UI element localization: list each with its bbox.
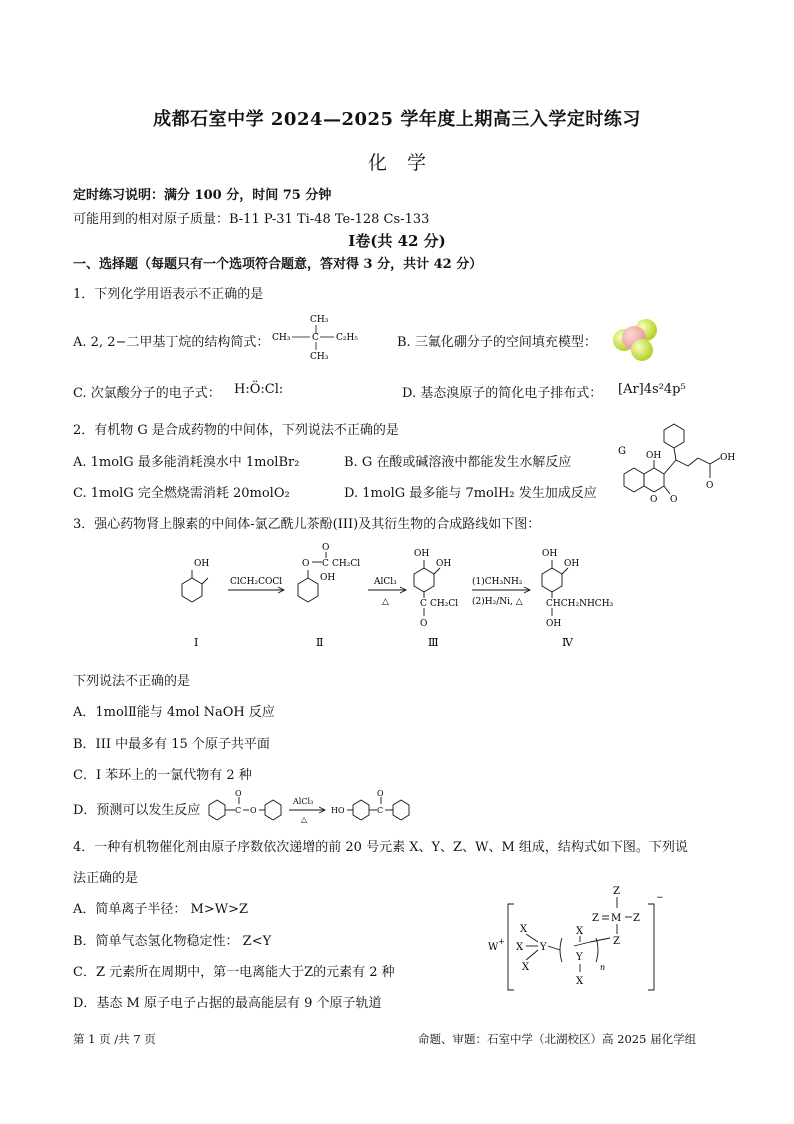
label-y2: Y bbox=[576, 952, 583, 963]
q1-option-b: B. 三氟化硼分子的空间填充模型： bbox=[397, 335, 597, 350]
q3-option-b: B．III 中最多有 15 个原子共平面 bbox=[73, 737, 270, 752]
label-d-ho: HO bbox=[331, 806, 345, 815]
q1-option-c: C. 次氯酸分子的电子式： bbox=[73, 386, 221, 401]
label-d-alcl3: AlCl₃ bbox=[293, 797, 314, 806]
label-w-charge: + bbox=[498, 937, 505, 946]
q2-option-d: D. 1molG 最多能与 7molH₂ 发生加成反应 bbox=[344, 486, 597, 501]
label-ii-carbonyl-o: O bbox=[322, 543, 330, 553]
q3-prompt: 下列说法不正确的是 bbox=[73, 674, 191, 689]
label-iv-oh-2: OH bbox=[564, 559, 580, 569]
label-i-oh: OH bbox=[194, 559, 210, 569]
q1-option-d: D. 基态溴原子的简化电子排布式： bbox=[402, 386, 603, 401]
label-g: G bbox=[618, 446, 626, 457]
label-ii-ester-o: O bbox=[302, 559, 310, 569]
q4-option-d: D．基态 M 原子电子占据的最高能层有 9 个原子轨道 bbox=[73, 996, 382, 1011]
q3-option-d-reaction bbox=[205, 786, 465, 826]
q4-stem-line-2: 法正确的是 bbox=[73, 871, 139, 886]
label-ch3-left: CH₃ bbox=[272, 333, 291, 343]
compound-label-iii: Ⅲ bbox=[428, 636, 439, 649]
q4-option-b: B．简单气态氢化物稳定性： Z<Y bbox=[73, 934, 272, 949]
label-m: M bbox=[611, 913, 622, 924]
section-heading: Ⅰ卷(共 42 分) bbox=[348, 232, 446, 250]
q2-stem: 2．有机物 G 是合成药物的中间体，下列说法不正确的是 bbox=[73, 423, 399, 438]
q1-structure-2-2-dimethylbutane bbox=[270, 310, 380, 362]
bf3-space-filling-model bbox=[608, 316, 662, 362]
label-ii-oh: OH bbox=[320, 573, 336, 583]
reagent-step-3-top: (1)CH₃NH₂ bbox=[472, 577, 523, 587]
label-d-o-top-2: O bbox=[377, 789, 384, 798]
label-c-center: C bbox=[312, 333, 319, 343]
q2-option-c: C. 1molG 完全燃烧需消耗 20molO₂ bbox=[73, 486, 290, 501]
reagent-step-2-top: AlCl₃ bbox=[374, 577, 397, 587]
q3-option-a: A．1molⅡ能与 4mol NaOH 反应 bbox=[73, 705, 275, 720]
footer-page-number: 第 1 页 /共 7 页 bbox=[73, 1032, 156, 1046]
label-anion-charge: − bbox=[656, 893, 664, 903]
label-iv-oh-3: OH bbox=[546, 619, 562, 629]
label-x-left: X bbox=[516, 942, 524, 953]
instruction-line-1: 定时练习说明：满分 100 分，时间 75 分钟 bbox=[73, 188, 332, 203]
label-iii-oh-2: OH bbox=[436, 559, 452, 569]
fluorine-atom-bottom bbox=[631, 339, 653, 361]
label-w: W bbox=[488, 942, 499, 953]
reagent-step-3-bottom: (2)H₂/Ni, △ bbox=[472, 597, 523, 607]
label-x-bottom: X bbox=[522, 962, 530, 973]
hocl-electron-formula: H:Ö:Cl: bbox=[234, 382, 284, 397]
page-title: 成都石室中学 2024—2025 学年度上期高三入学定时练习 bbox=[153, 109, 641, 130]
compound-g-structure bbox=[596, 418, 746, 510]
compound-label-i: Ⅰ bbox=[194, 636, 199, 649]
q1-option-a: A. 2, 2−二甲基丁烷的结构简式： bbox=[73, 335, 270, 350]
br-electron-config: [Ar]4s²4p⁵ bbox=[618, 382, 686, 397]
label-d-heat: △ bbox=[301, 815, 308, 824]
label-d-o-top: O bbox=[235, 789, 242, 798]
label-z-left: Z bbox=[592, 913, 599, 924]
q4-stem-line-1: 4．一种有机物催化剂由原子序数依次递增的前 20 号元素 X、Y、Z、W、M 组成，结构式如下图。下列说 bbox=[73, 840, 688, 855]
label-iii-ch2cl: CH₂Cl bbox=[430, 599, 459, 609]
compound-label-ii: Ⅱ bbox=[316, 636, 324, 649]
footer-credit: 命题、审题：石室中学（北湖校区）高 2025 届化学组 bbox=[418, 1032, 697, 1046]
label-iv-chain: CHCH₂NHCH₃ bbox=[546, 599, 614, 609]
label-d-c2: C bbox=[377, 806, 384, 815]
label-o-ring: O bbox=[650, 495, 658, 505]
label-iv-oh-1: OH bbox=[542, 549, 558, 559]
q3-stem: 3．强心药物肾上腺素的中间体-氯乙酰儿茶酚(III)及其衍生物的合成路线如下图： bbox=[73, 517, 541, 532]
q4-option-a: A．简单离子半径： M>W>Z bbox=[73, 902, 249, 917]
label-oh-acid: OH bbox=[720, 453, 736, 463]
q1-stem: 1．下列化学用语表示不正确的是 bbox=[73, 287, 264, 302]
instruction-line-2: 可能用到的相对原子质量：B-11 P-31 Ti-48 Te-128 Cs-133 bbox=[73, 212, 430, 227]
q2-option-a: A. 1molG 最多能消耗溴水中 1molBr₂ bbox=[73, 455, 300, 470]
label-z-low: Z bbox=[613, 936, 620, 947]
reagent-step-1: ClCH₂COCl bbox=[230, 577, 283, 587]
label-d-c1: C bbox=[235, 806, 242, 815]
label-ch3-bottom: CH₃ bbox=[310, 352, 329, 362]
label-iii-c: C bbox=[420, 599, 427, 609]
label-z-top: Z bbox=[613, 886, 620, 897]
q3-option-d: D．预测可以发生反应 bbox=[73, 803, 201, 818]
subject-heading: 化学 bbox=[367, 152, 446, 174]
q2-option-b: B. G 在酸或碱溶液中都能发生水解反应 bbox=[344, 455, 572, 470]
label-o-keto: O bbox=[670, 495, 678, 505]
label-oh-ring: OH bbox=[646, 451, 662, 461]
label-y1: Y bbox=[540, 942, 547, 953]
label-o-acid: O bbox=[706, 481, 714, 491]
q3-option-c: C．I 苯环上的一氯代物有 2 种 bbox=[73, 768, 252, 783]
label-x-upper: X bbox=[576, 926, 584, 937]
label-iii-oh-1: OH bbox=[414, 549, 430, 559]
label-n: n bbox=[600, 963, 606, 972]
label-x-top: X bbox=[520, 924, 528, 935]
q4-catalyst-structure bbox=[480, 880, 670, 998]
q3-synthesis-route bbox=[170, 540, 620, 652]
label-ch3-top: CH₃ bbox=[310, 315, 329, 325]
label-iii-o: O bbox=[420, 619, 428, 629]
label-z-right: Z bbox=[633, 913, 640, 924]
compound-label-iv: Ⅳ bbox=[562, 636, 573, 649]
label-ii-c: C bbox=[322, 559, 329, 569]
part-title: 一、选择题（每题只有一个选项符合题意，答对得 3 分，共计 42 分） bbox=[73, 257, 483, 272]
label-ii-ch2cl: CH₂Cl bbox=[332, 559, 361, 569]
q4-option-c: C．Z 元素所在周期中，第一电离能大于Z的元素有 2 种 bbox=[73, 965, 395, 980]
label-x-lower: X bbox=[576, 976, 584, 987]
label-d-o-bridge: O bbox=[250, 806, 257, 815]
reagent-step-2-bottom: △ bbox=[382, 597, 389, 607]
label-c2h5: C₂H₅ bbox=[336, 333, 358, 343]
